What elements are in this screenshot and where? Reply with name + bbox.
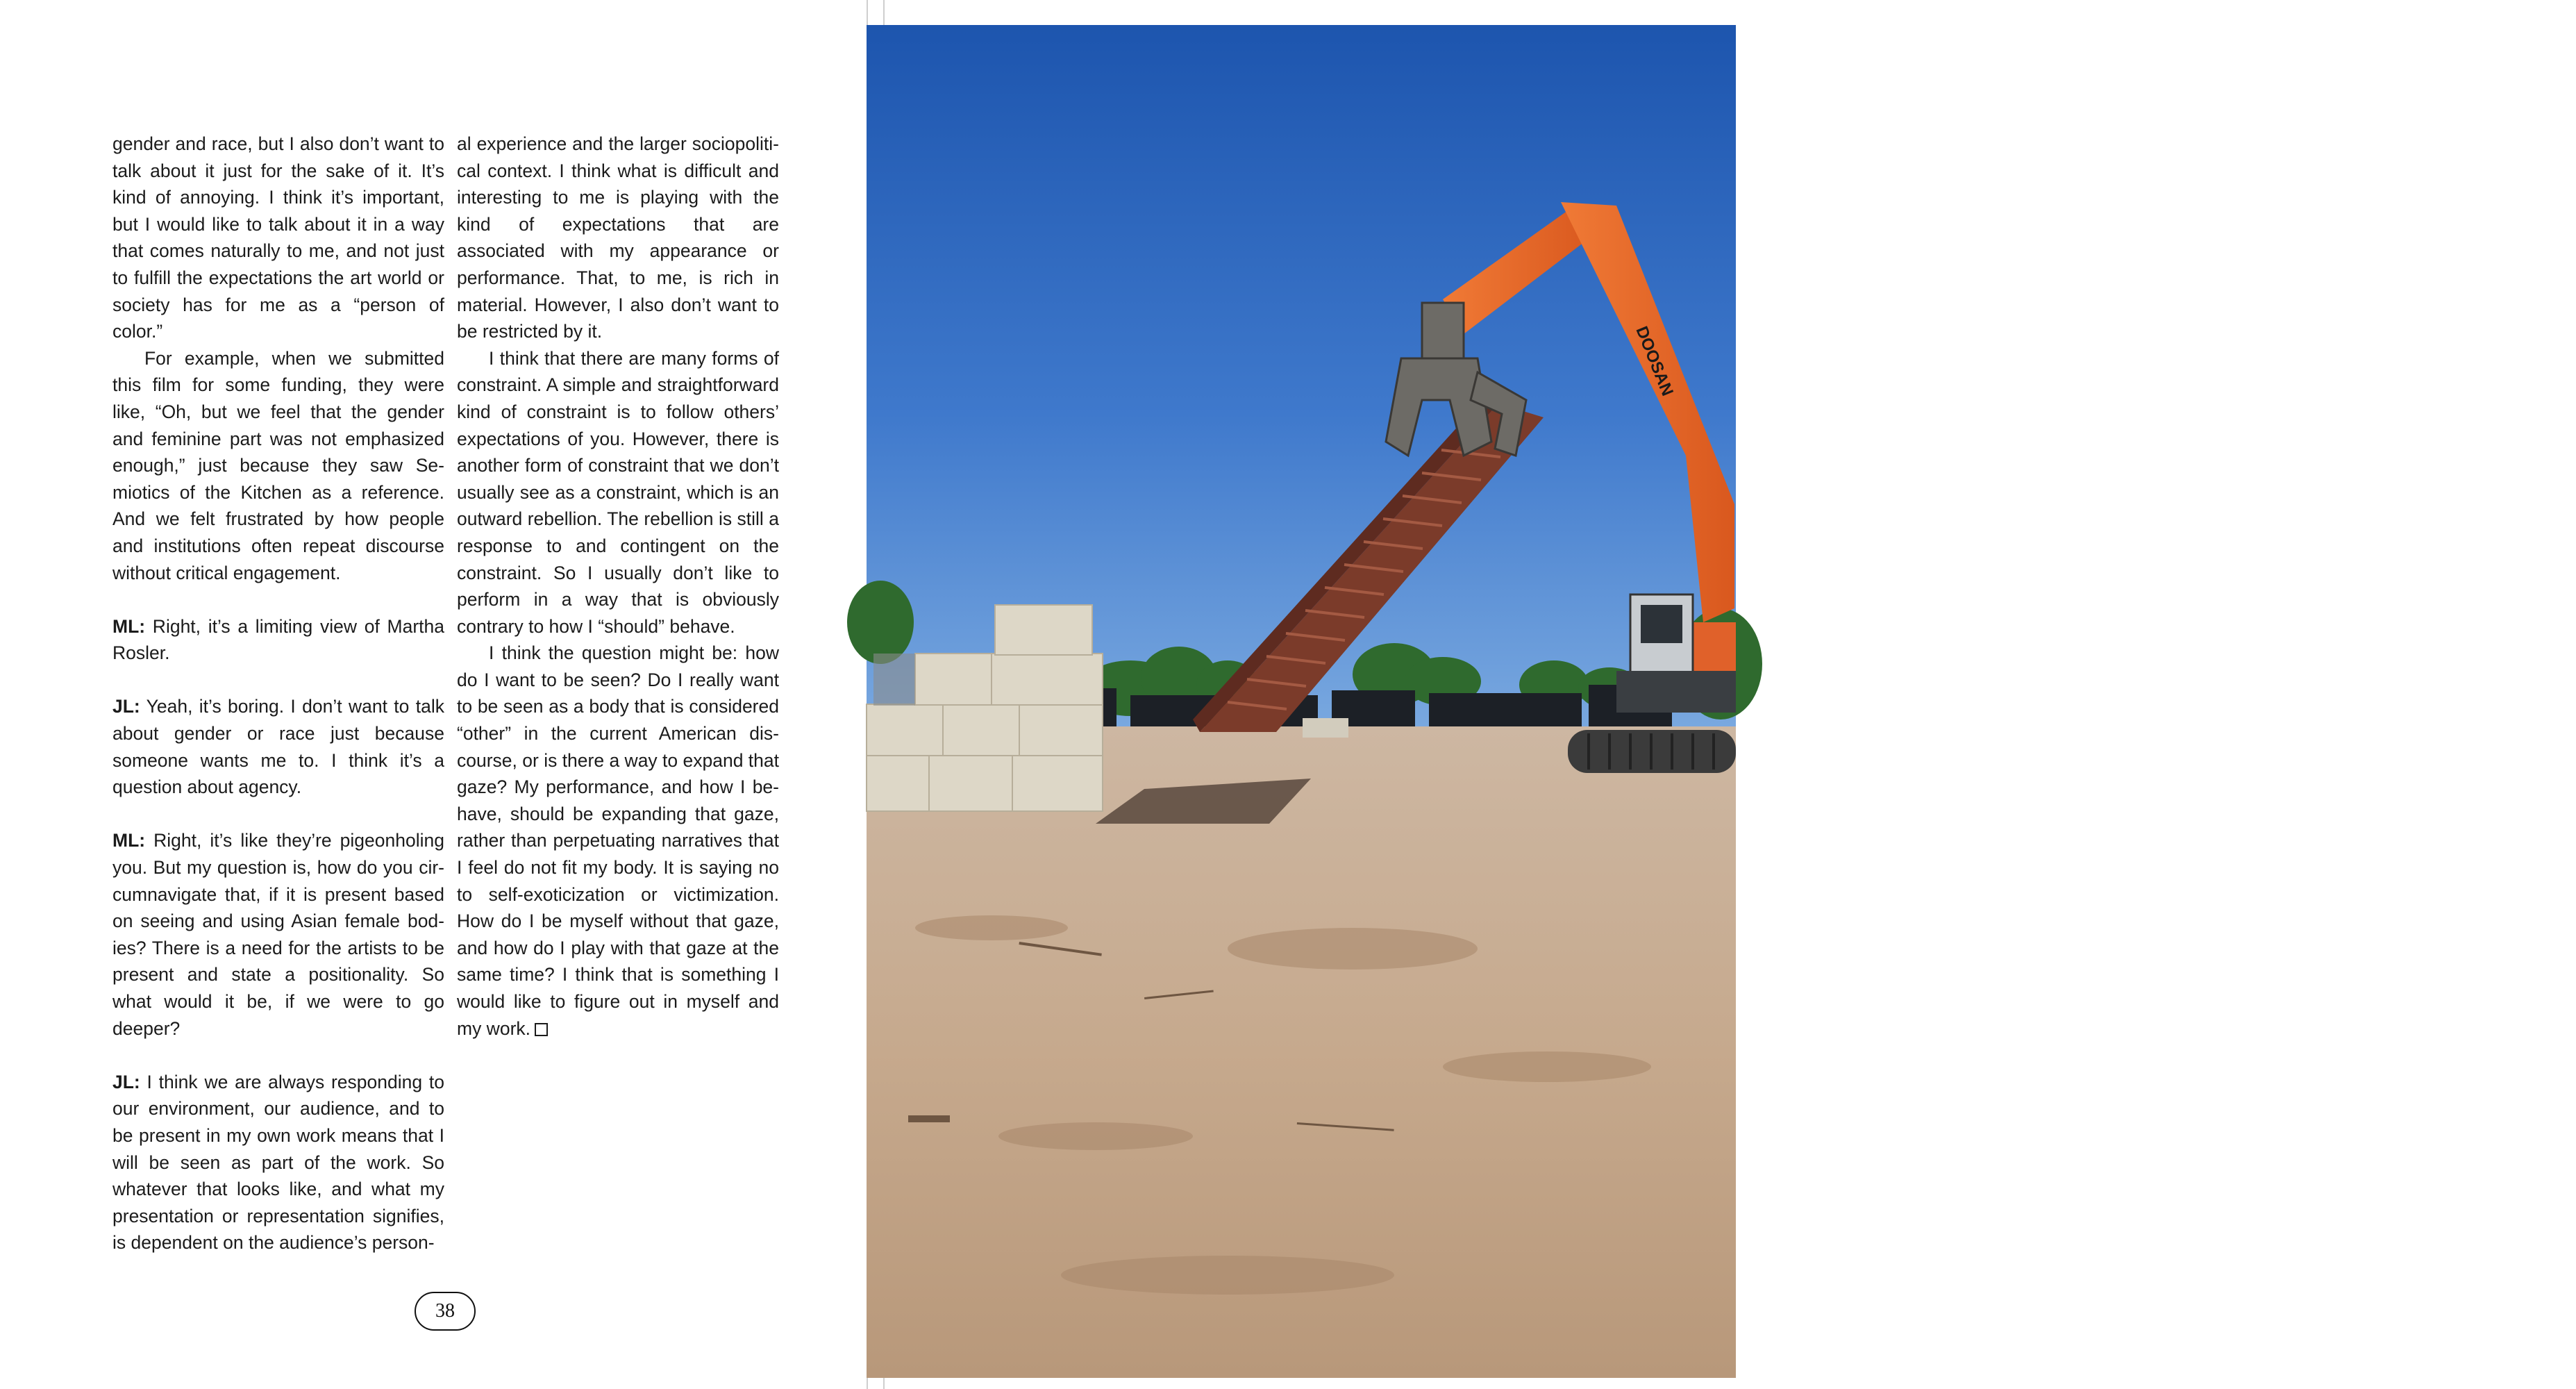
dialogue-ml — [112, 827, 444, 1042]
paragraph-text: I think the question might be: how do I want to be seen? Do I really want to be seen as a body that is considered “other” in the current American discourse, or is there a way to expand that gaze? My performance, and how I behave, should be expanding that gaze, rather than perpetuating narratives that I feel do not fit my body. It is saying no to self-exoticization or victimization. How do I be myself without that gaze, and how do I play with that gaze at the same time? I think that is something I would like to figure out in myself and my work. — [457, 642, 780, 1039]
speaker-label: ML: — [112, 615, 146, 637]
page-number: 38 — [415, 1292, 476, 1331]
photo-illustration — [867, 25, 1736, 1378]
paragraph: al experience and the larger sociopolitical context. I think what is difficult and interesting to me is playing with the kind of expectations that are associated with my appearance or performance. That, to me, is rich in material. However, I also don’t want to be restricted by it. — [457, 133, 779, 342]
photo-excavator-staircase — [867, 25, 2569, 1378]
excavator-brand-label: DOOSAN — [1632, 324, 1677, 399]
paragraph: gender and race, but I also don’t want to talk about it just for the sake of it. It’s kind of annoying. I think it’s important, but I would like to talk about it in a way that comes naturally to me, and not just to fulfill the expectations the art world or society has for me as a “person of color.” — [112, 133, 444, 342]
dialogue-text: Right, it’s like they’re pigeonholing you. But my question is, how do you circumnavigate that, if it is present based on seeing and using Asian female bodies? There is a need for the artists to be present and state a positionality. So what would it be, if we were to go deeper? — [112, 830, 444, 1039]
speaker-label: JL: — [112, 1071, 140, 1092]
dialogue-jl — [112, 1069, 444, 1256]
dialogue-jl — [112, 693, 444, 800]
end-of-article-square-icon — [535, 1023, 548, 1036]
paragraph: I think that there are many forms of constraint. A simple and straightforward kind of constraint is to follow others’ expectations of you. However, there is another form of constraint that we don’t usually see as a constraint, which is an outward rebellion. The rebellion is still a response to and contingent on the constraint. So I usually don’t like to perform in a way that is obviously contrary to how I “should” behave. — [457, 347, 779, 637]
paragraph — [112, 345, 444, 586]
paragraph-text: as a reference. And we felt frustrated by how people and institutions often repeat discourse without critical engagement. — [112, 481, 444, 583]
text-column-1 — [112, 131, 444, 1256]
dialogue-ml — [112, 613, 444, 667]
paragraph — [457, 640, 779, 1042]
speaker-label: JL: — [112, 696, 140, 717]
text-column-2 — [457, 131, 779, 1042]
dialogue-text: I think we are always responding to our environment, our audience, and to be present in my own work means that I will be seen as part of the work. So whatever that looks like, and what my presentation or representation signifies, is dependent on the audience’s person- — [112, 1071, 444, 1254]
speaker-label: ML: — [112, 830, 146, 851]
fence — [873, 654, 915, 706]
left-page — [0, 0, 867, 1389]
dialogue-text: Right, it’s a limiting view of Martha Rosler. — [112, 615, 444, 664]
concrete-chunk — [1303, 718, 1348, 738]
paragraph-text: For example, when we submitted this film for some funding, they were like, “Oh, but we feel that the gender and feminine part was not emphasized enough,” just because they saw Semiotics of the Kitchen — [112, 347, 444, 503]
dialogue-text: Yeah, it’s boring. I don’t want to talk about gender or race just because someone wants me to. I think it’s a question about agency. — [112, 696, 444, 798]
photo-caption: Image: Experimenting with set components after hours. — [2229, 1329, 2569, 1345]
